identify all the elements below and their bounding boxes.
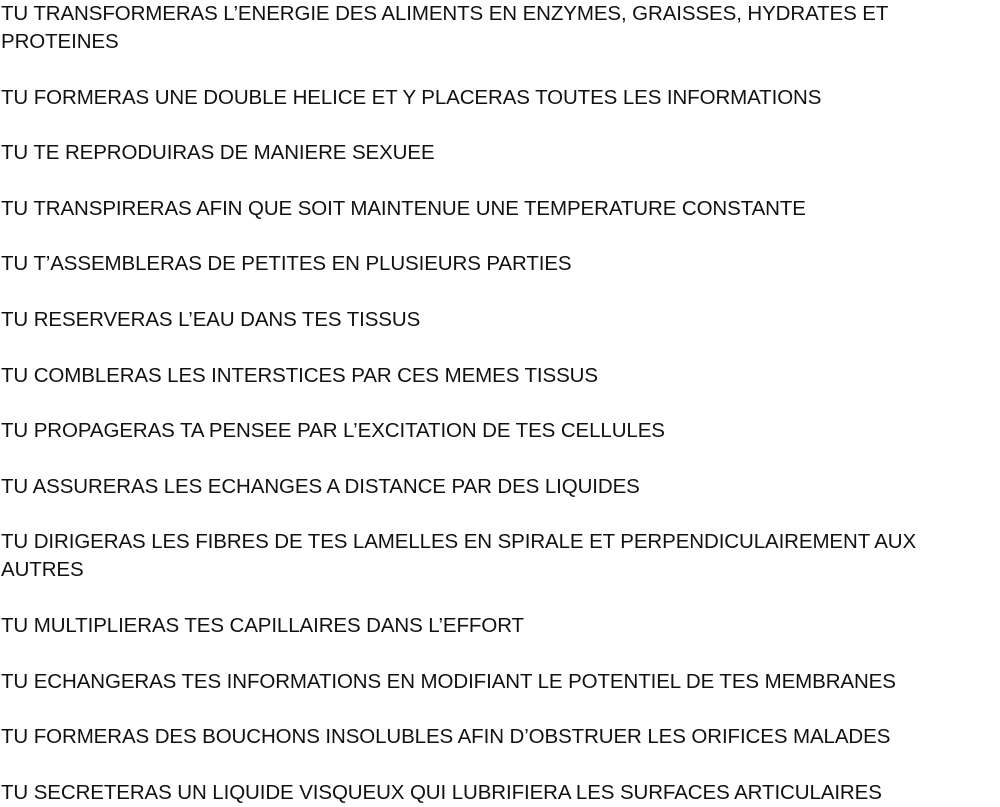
commandment-line: TU ASSURERAS LES ECHANGES A DISTANCE PAR DES LIQUIDES [1, 474, 640, 498]
commandment-line: TU FORMERAS DES BOUCHONS INSOLUBLES AFIN D’OBSTRUER LES ORIFICES MALADES [1, 725, 891, 749]
commandment-line: TU RESERVERAS L’EAU DANS TES TISSUS [1, 307, 421, 331]
commandment-line: TU T’ASSEMBLERAS DE PETITES EN PLUSIEURS PARTIES [1, 252, 572, 276]
commandment-line: TU FORMERAS UNE DOUBLE HELICE ET Y PLACERAS TOUTES LES INFORMATIONS [1, 85, 822, 109]
commandment-line: TU TRANSFORMERAS L’ENERGIE DES ALIMENTS EN ENZYMES, GRAISSES, HYDRATES ET PROTEINES [1, 2, 888, 53]
commandment-line: TU PROPAGERAS TA PENSEE PAR L’EXCITATION DE TES CELLULES [1, 419, 665, 443]
commandment-line: TU TE REPRODUIRAS DE MANIERE SEXUEE [1, 141, 435, 165]
commandment-line: TU SECRETERAS UN LIQUIDE VISQUEUX QUI LUBRIFIERA LES SURFACES ARTICULAIRES [1, 780, 882, 804]
commandment-line: TU ECHANGERAS TES INFORMATIONS EN MODIFIANT LE POTENTIEL DE TES MEMBRANES [1, 669, 896, 693]
commandment-line: TU DIRIGERAS LES FIBRES DE TES LAMELLES EN SPIRALE ET PERPENDICULAIREMENT AUX AUTRES [1, 530, 917, 582]
commandment-line: TU MULTIPLIERAS TES CAPILLAIRES DANS L’EFFORT [1, 613, 524, 637]
commandment-line: TU TRANSPIRERAS AFIN QUE SOIT MAINTENUE UNE TEMPERATURE CONSTANTE [1, 196, 806, 220]
commandment-line: TU COMBLERAS LES INTERSTICES PAR CES MEMES TISSUS [1, 363, 598, 387]
